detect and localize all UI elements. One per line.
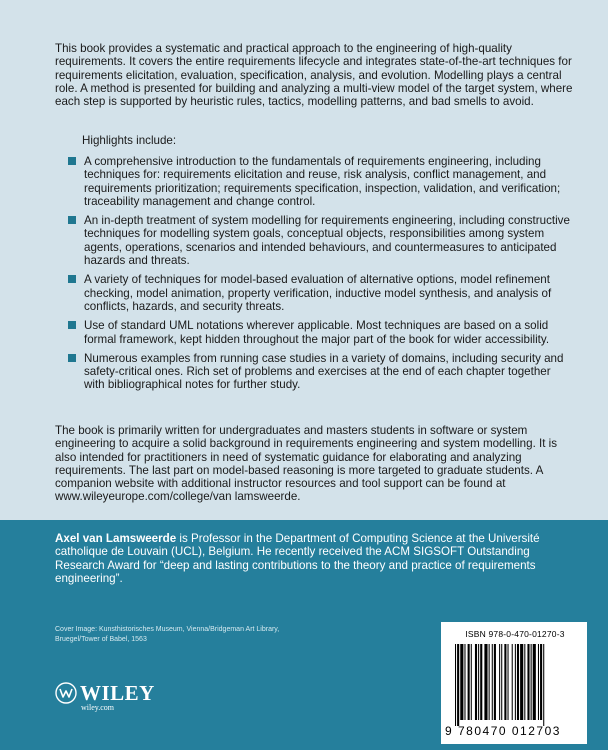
cover-credit-line-1: Cover Image: Kunsthistorisches Museum, Vienna/Bridgeman Art Library,: [55, 626, 280, 633]
barcode-bar: [533, 644, 536, 720]
highlight-item: [68, 155, 573, 208]
barcode-bar: [489, 644, 490, 720]
isbn-label: ISBN 978-0-470-01270-3: [465, 629, 565, 639]
barcode-bar: [492, 644, 493, 720]
barcode-bar: [457, 644, 459, 726]
audience-paragraph: The book is primarily written for undergraduates and masters students in software or system engineering to acquire a solid background in requirements engineering and system modelling. It is also intended for practitioners in need of systematic guidance for elaborating and analyzing requirements. The last part on model-based reasoning is more targeted to graduate students. A companion website with additional instructor resources and tool support can be found at www.wileyeurope.com/college/van lamsweerde.: [55, 424, 558, 504]
barcode-bar: [517, 644, 519, 720]
intro-paragraph: This book provides a systematic and practical approach to the engineering of high-quality requirements. It covers the entire requirements lifecycle and integrates state-of-the-art techniques for requirements elicitation, evaluation, specification, analysis, and evolution. Modelling plays a central role. A method is presented for building and analyzing a multi-view model of the target system, where each step is supported by heuristic rules, tactics, modelling patterns, and bad smells to avoid.: [55, 42, 573, 109]
publisher-url: wiley.com: [81, 703, 115, 712]
square-bullet-icon: [68, 275, 76, 283]
author-name: Axel van Lamsweerde: [55, 532, 177, 545]
author-bio-text: is Professor in the Department of Computing Science at the Université catholique de Louvain (UCL), Belgium. He recently received the ACM SIGSOFT Outstanding Research Award for “deep and lasting contributions to the theory and practice of requirements engineering”.: [55, 532, 540, 585]
square-bullet-icon: [68, 157, 76, 165]
barcode-bar: [471, 644, 472, 720]
publisher-name: WILEY: [80, 681, 155, 705]
barcode-bar: [520, 644, 523, 720]
square-bullet-icon: [68, 354, 76, 362]
barcode-bar: [540, 644, 542, 720]
back-cover-bottom-panel: [0, 520, 608, 750]
barcode-bar: [484, 644, 487, 720]
author-bio: [55, 532, 575, 585]
square-bullet-icon: [68, 216, 76, 224]
barcode-bar: [460, 644, 463, 720]
barcode-bar: [531, 644, 532, 720]
highlight-item: [68, 352, 573, 392]
barcode-bar: [543, 644, 544, 726]
barcode-bar: [455, 644, 456, 726]
highlight-text: Numerous examples from running case studies in a variety of domains, including security and safety-critical ones. Rich set of problems and exercises at the end of each chapter together with bibliographical notes for further study.: [84, 351, 564, 392]
barcode-bar: [527, 644, 529, 720]
highlight-item: [68, 319, 573, 346]
isbn-barcode-panel: [441, 622, 587, 744]
barcode-bar: [538, 644, 539, 720]
barcode-bar: [515, 644, 516, 720]
highlight-text: Use of standard UML notations wherever applicable. Most techniques are based on a solid formal framework, kept hidden throughout the major part of the book for wider accessibility.: [84, 319, 550, 346]
barcode-graphic: [455, 644, 573, 726]
highlight-item: [68, 214, 573, 267]
highlight-item: [68, 273, 573, 313]
square-bullet-icon: [68, 321, 76, 329]
wiley-circle-w-icon: [55, 682, 77, 704]
highlights-list: [68, 155, 573, 398]
barcode-bar: [504, 644, 506, 720]
barcode-digits: 9 780470 012703: [445, 724, 561, 738]
barcode-bar: [508, 644, 509, 720]
highlight-text: An in-depth treatment of system modelling for requirements engineering, including constructive techniques for modelling system goals, conceptual objects, responsibilities among system agents, operations, scenarios and intended behaviours, and countermeasures to anticipated hazards and threats.: [84, 214, 570, 268]
highlight-text: A comprehensive introduction to the fundamentals of requirements engineering, including techniques for: requirements elicitation and reuse, risk analysis, conflict management, and requirements prioritization; requirements specification, inspection, validation, and verification; traceability management and change control.: [84, 155, 561, 208]
barcode-bar: [480, 644, 482, 720]
cover-image-credit: [55, 625, 305, 645]
barcode-bar: [501, 644, 502, 720]
barcode-bar: [512, 644, 513, 720]
barcode-bar: [478, 644, 479, 720]
barcode-bar: [494, 644, 496, 720]
barcode-bar: [468, 644, 470, 720]
highlights-heading: Highlights include:: [82, 134, 177, 147]
highlight-text: A variety of techniques for model-based evaluation of alternative options, model refinement checking, model animation, property verification, inductive model synthesis, and analysis of conflicts, hazards, and security threats.: [84, 273, 552, 313]
barcode-bar: [464, 644, 465, 720]
barcode-bar: [524, 644, 525, 720]
barcode-bar: [499, 644, 500, 720]
barcode-bar: [475, 644, 477, 720]
cover-credit-line-2: Bruegel/Tower of Babel, 1563: [55, 636, 147, 643]
